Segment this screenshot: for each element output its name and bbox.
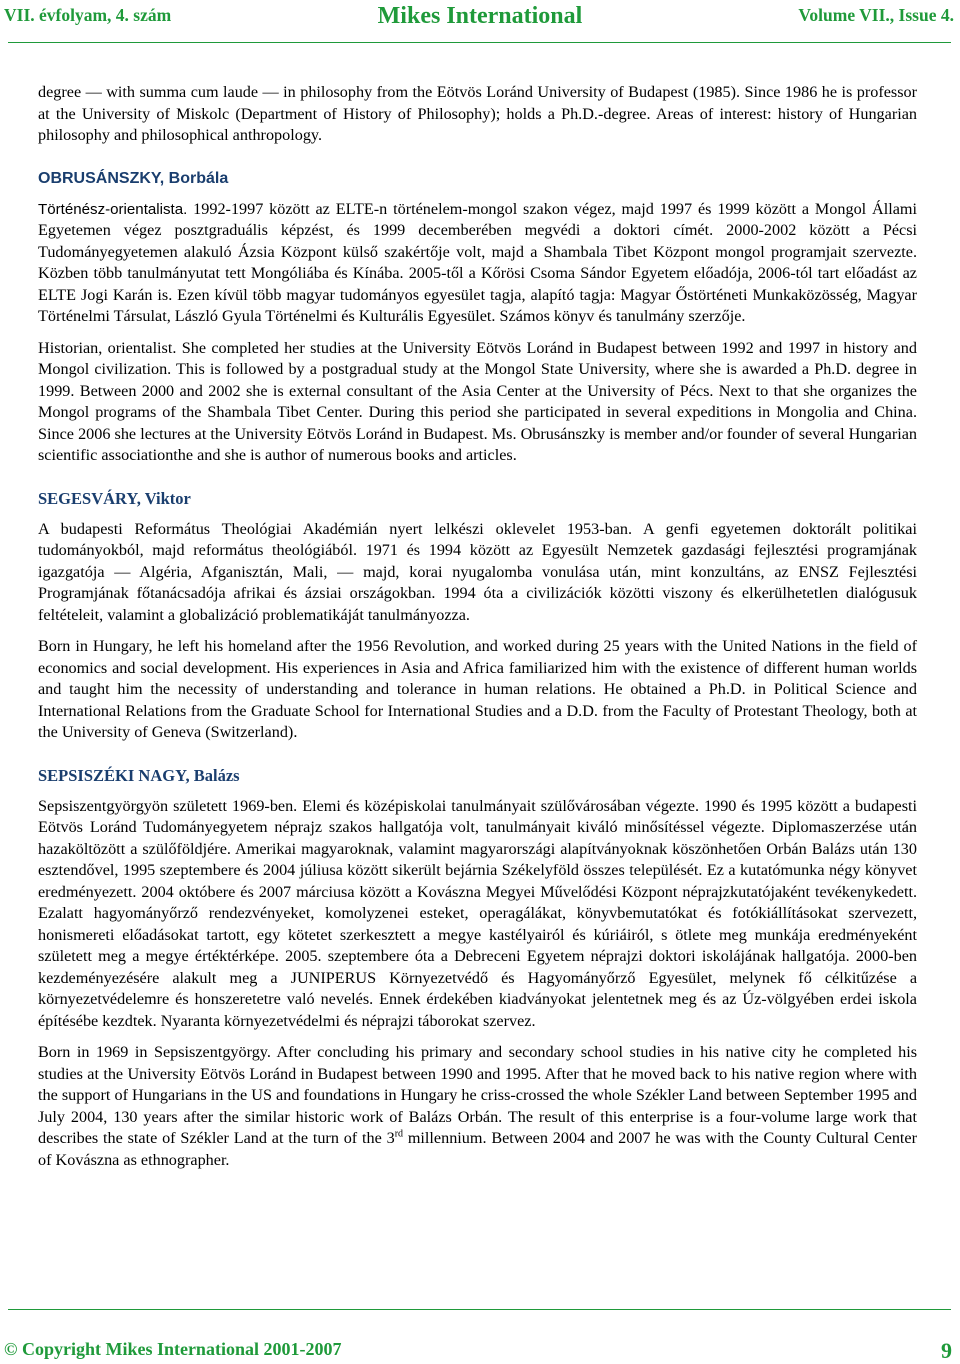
copyright-text: © Copyright Mikes International 2001-2007 — [4, 1339, 342, 1359]
header-volume-en: Volume VII., Issue 4. — [798, 5, 954, 25]
bio-text-part: millennium. Between 2004 and 2007 he was with the County Cultural Center of Kovászna as ethnographer. — [38, 1129, 917, 1169]
author-bio-en-sepsiszeki — [38, 1042, 917, 1171]
author-heading-segesvary: SEGESVÁRY, Viktor — [38, 488, 191, 508]
author-bio-en-obrusanszky: Historian, orientalist. She completed her studies at the University Eötvös Loránd in Budapest between 1992 and 1997 in history and Mongol civilization. This is followed by a postgradual study at the Mongol State University, where she is awarded a Ph.D. degree in 1999. Between 2000 and 2002 she is external consultant of the Asia Center at the University of Pécs. Next to that she organizes the Mongol programs of the Shambala Tibet Center. During this period she participated in several expeditions in Mongolia and China. Since 2006 she lectures at the University Eötvös Loránd in Budapest. Ms. Obrusánszky is member and/or founder of several Hungarian scientific associationthe and she is author of numerous books and articles. — [38, 338, 917, 464]
intro-paragraph: degree — with summa cum laude — in philosophy from the Eötvös Loránd University of Budapest (1985). Since 1986 he is professor at the University of Miskolc (Department of History of Philosophy); holds a Ph.D.-degree. Areas of interest: history of Hungarian philosophy and philosophical anthropology. — [38, 83, 917, 144]
author-bio-hu-sepsiszeki: Sepsiszentgyörgyön született 1969-ben. Elemi és középiskolai tanulmányait szülővárosában végezte. 1990 és 1995 között a budapesti Eötvös Loránd Tudományegyetem néprajz szakos hallgatója volt, tanulmányait kiváló minősítéssel végezte. Diplomaszerzése után hazaköltözött a szülőföldjére. Amerikai magyaroknak, valamint magyarországi alapítványoknak köszönhetően Orbán Balázs után 130 esztendővel, 1995 szeptembere és 2004 júliusa között sikerült bejárnia Székelyföld összes települését. Ez a kutatómunka négy könyvet eredményezett. 2004 októbere és 2007 márciusa között a Kovászna Megyei Művelődési Központ néprajzkutatójaként tevékenykedett. Ezalatt hagyományőrző rendezvényeket, komolyzenei esteket, operagálákat, könyvbemutatókat és fotókiállításokat szervezett, honismereti előadásokat tartott, egy kötetet szerkesztett a megye kastélyairól és kúriáiról, s ötlete meg munkája eredményeként született meg a megye értéktérképe. 2005. szeptembere óta a Debreceni Egyetem néprajzi doktori iskolájának hallgatója. 2000-ben kezdeményezésére alakult meg a JUNIPERUS Környezetvédő és Hagyományőrző Egyesület, melynek fő célkitűzése a környezetvédelemre és honszeretetre való nevelés. Ennek érdekében kiadványokat jelentetnek meg és az Úz-völgyében erdei iskola építésébe kezdtek. Nyaranta környezetvédelmi és néprajzi táborokat szervez. — [38, 796, 917, 1030]
bio-text-part: Born in 1969 in Sepsiszentgyörgy. After concluding his primary and secondary school studies in his native city he completed his studies at the University Eötvös Loránd in Budapest between 1990 and 1995. After that he moved back to his native region where with the support of Hungarians in the US and foundations in Hungary he criss-crossed the whole Székler Land between September 1995 and July 2004, 130 years after the similar historic work of Balázs Orbán. The result of this enterprise is a four-volume large work that describes the state of Székler Land at the turn of the 3 — [38, 1043, 917, 1147]
document-body — [38, 82, 917, 1171]
footer-divider — [8, 1309, 951, 1310]
author-bio-en-segesvary: Born in Hungary, he left his homeland after the 1956 Revolution, and worked during 25 years with the United Nations in the field of economics and social development. His experiences in Asia and Africa familiarized him with the existence of different human worlds and taught him the necessity of understanding and tolerance in human relations. He obtained a Ph.D. in Political Science and International Relations from the Graduate School for International Studies and a D.D. from the Faculty of Protestant Theology, both at the University of Geneva (Switzerland). — [38, 637, 917, 741]
author-bio-hu-segesvary: A budapesti Református Theológiai Akadémián nyert lelkészi oklevelet 1953-ban. A genfi egyetemen doktorált politikai tudományokból, majd református theológiából. 1971 és 1994 között az Egyesült Nemzetek gazdasági fejlesztési programjának igazgatója — Algéria, Afganisztán, Mali, — majd, korai nyugalomba vonulása után, mint konzultáns, az ENSZ Fejlesztési Programjának főtanácsadója afrikai és ázsiai országokban. 1994 óta a civilizációk közötti viszony és elkerülhetetlen dialógusuk feltételeit, valamint a globalizáció problematikáját tanulmányozza. — [38, 519, 917, 624]
author-bio-hu-obrusanszky — [38, 199, 917, 328]
ordinal-superscript: rd — [394, 1128, 404, 1140]
header-volume-hu: VII. évfolyam, 4. szám — [4, 5, 172, 25]
header-journal-title: Mikes International — [377, 3, 583, 29]
author-heading-sepsiszeki: SEPSISZÉKI NAGY, Balázs — [38, 765, 240, 785]
page-footer — [0, 1312, 960, 1361]
page-header — [0, 0, 960, 40]
bio-body-text: 1992-1997 között az ELTE-n történelem-mongol szakon végez, majd 1997 és 1999 között a Mongol Állami Egyetemen végez posztgraduális képzést, és 1999 decemberében megvédi a doktori címét. 2000-2002 között a Pécsi Tudományegyetemen alakuló Ázsia Központ külső szakértője volt, majd a Shambala Tibet Központ mongol programjait szervezte. Közben több tanulmányutat tett Mongóliába és Kínába. 2005-től a Kőrösi Csoma Sándor Egyetem előadója, 2006-tól tart előadást az ELTE Jogi Karán is. Ezen kívül több magyar tudományos egyesület tagja, alapító tagja: Magyar Őstörténeti Munkaközösség, Magyar Történelmi Társulat, László Gyula Történelmi és Kulturális Egyesület. Számos könyv és tanulmány szerzője. — [38, 199, 917, 325]
page-number: 9 — [941, 1338, 952, 1363]
bio-lead-text: Történész-orientalista. — [38, 200, 188, 218]
author-heading-obrusanszky: OBRUSÁNSZKY, Borbála — [38, 169, 229, 187]
header-divider — [8, 42, 951, 43]
